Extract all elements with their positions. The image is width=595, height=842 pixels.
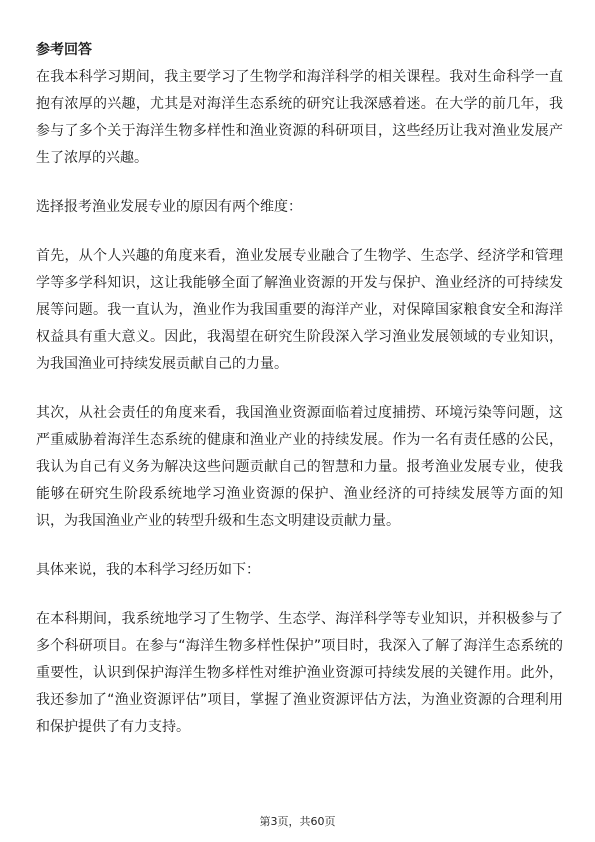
paragraph-reasons-intro: 选择报考渔业发展专业的原因有两个维度： bbox=[36, 199, 302, 215]
paragraph-study-background: 在我本科学习期间，我主要学习了生物学和海洋科学的相关课程。我对生命科学一直抱有浓厚的兴趣，尤其是对海洋生态系统的研究让我深感着迷。在大学的前几年，我参与了多个关于海洋生物多样性和渔业资源的科研项目，这些经历让我对渔业发展产生了浓厚的兴趣。 bbox=[36, 69, 563, 166]
paragraph-undergraduate-projects: 在本科期间，我系统地学习了生物学、生态学、海洋科学等专业知识，并积极参与了多个科研项目。在参与“海洋生物多样性保护”项目时，我深入了解了海洋生态系统的重要性，认识到保护海洋生物多样性对维护渔业资源可持续发展的关键作用。此外，我还参加了“渔业资源评估”项目，掌握了渔业资源评估方法，为渔业资源的合理利用和保护提供了有力支持。 bbox=[36, 611, 563, 735]
paragraph-experience-intro: 具体来说，我的本科学习经历如下： bbox=[36, 562, 260, 578]
paragraph-social-responsibility: 其次，从社会责任的角度来看，我国渔业资源面临着过度捕捞、环境污染等问题，这严重威胁着海洋生态系统的健康和渔业产业的持续发展。作为一名有责任感的公民，我认为自己有义务为解决这些问题贡献自己的智慧和力量。报考渔业发展专业，使我能够在研究生阶段系统地学习渔业资源的保护、渔业经济的可持续发展等方面的知识，为我国渔业产业的转型升级和生态文明建设贡献力量。 bbox=[36, 405, 563, 529]
page-number-footer: 第3页，共60页 bbox=[259, 815, 336, 828]
answer-heading: 参考回答 bbox=[36, 42, 92, 58]
paragraph-spacer bbox=[36, 584, 563, 606]
paragraph-spacer bbox=[36, 535, 563, 557]
paragraph-spacer bbox=[36, 172, 563, 194]
paragraph-spacer bbox=[36, 378, 563, 400]
paragraph-personal-interest: 首先，从个人兴趣的角度来看，渔业发展专业融合了生物学、生态学、经济学和管理学等多学科知识，这让我能够全面了解渔业资源的开发与保护、渔业经济的可持续发展等问题。我一直认为，渔业作为我国重要的海洋产业，对保障国家粮食安全和海洋权益具有重大意义。因此，我渴望在研究生阶段深入学习渔业发展领域的专业知识，为我国渔业可持续发展贡献自己的力量。 bbox=[36, 248, 563, 372]
paragraph-spacer bbox=[36, 221, 563, 243]
document-page bbox=[36, 40, 563, 741]
